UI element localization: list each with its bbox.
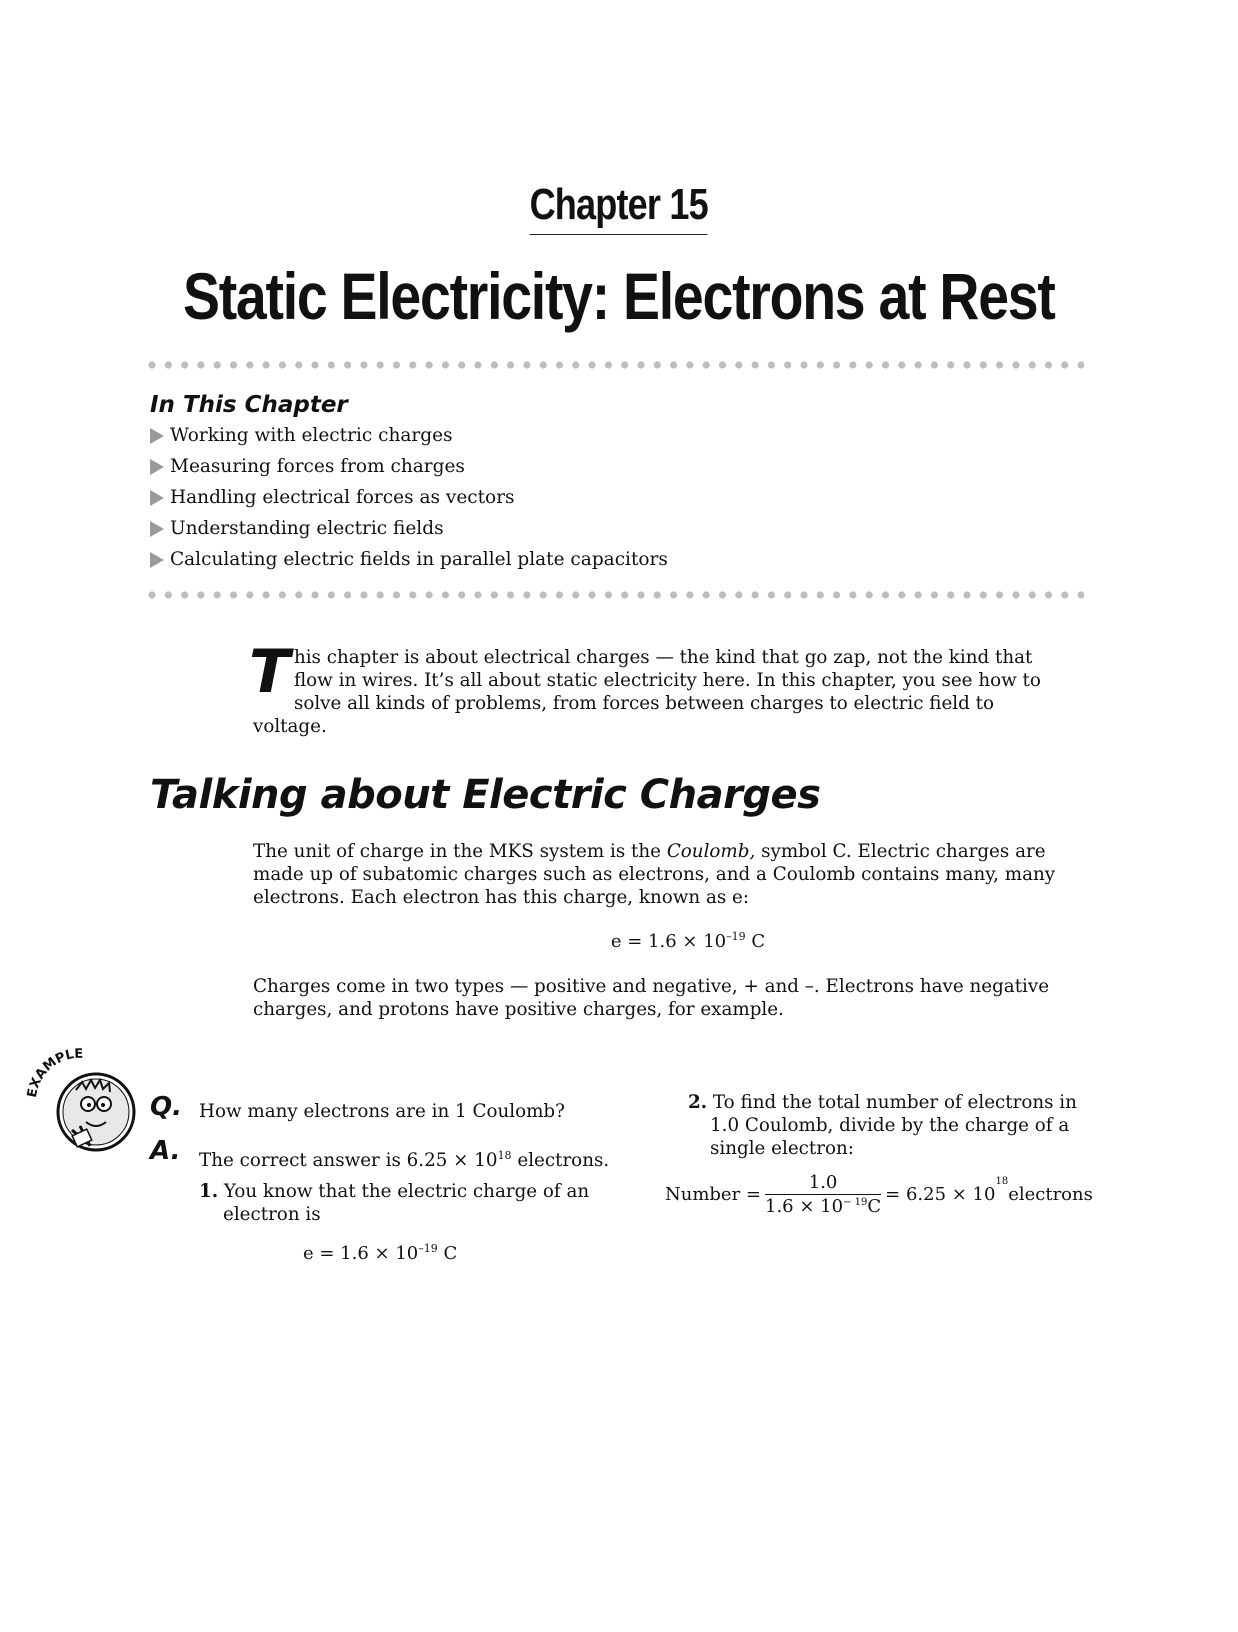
divider-dot [1078,361,1085,368]
section-heading: Talking about Electric Charges [150,772,821,818]
divider-dot [963,361,970,368]
divider-dot [458,591,465,598]
step-2-equation: Number = $\frac{1.0}{1.6 \times 10^{- 19}C}$ = 6.25 × 10 $^{18}$ electrons [665,1172,1093,1217]
divider-dot [328,361,335,368]
divider-dot [311,591,318,598]
divider-dot [915,361,922,368]
divider-dot [882,591,889,598]
divider-dot [1029,591,1036,598]
divider-dot [670,591,677,598]
divider-dot [442,361,449,368]
divider-dot [980,591,987,598]
divider-dot [458,361,465,368]
divider-dot [866,361,873,368]
divider-dot [1061,361,1068,368]
divider-dot [621,361,628,368]
divider-dot [377,361,384,368]
divider-dot [523,591,530,598]
divider-dot [377,591,384,598]
divider-dot [866,591,873,598]
body-paragraph: Charges come in two types — positive and negative, + and –. Electrons have negative charges, and protons have positive charges, for example. [253,976,1050,1020]
divider-dot [230,591,237,598]
fraction: $\frac{1.0}{1.6 \times 10^{- 19}C}$ [765,1172,882,1217]
divider-dot [556,591,563,598]
divider-dot [817,591,824,598]
divider-dot [572,361,579,368]
example-icon [14,1046,144,1156]
list-item: Measuring forces from charges [150,455,668,486]
divider-dot [931,361,938,368]
divider-dot [637,361,644,368]
divider-dot [295,361,302,368]
example-icon-label: EXAMPLE [24,1046,84,1099]
divider-dot [1045,591,1052,598]
divider-dot [263,591,270,598]
divider-dot [491,361,498,368]
divider-dot [735,361,742,368]
divider-dot [800,361,807,368]
divider-dot [980,361,987,368]
electron-charge-equation: $e = 1.6 \times 10^{-19}$ C [610,930,766,952]
divider-dot [849,591,856,598]
divider-dot [605,591,612,598]
triangle-bullet-icon [150,490,164,506]
list-item: Understanding electric fields [150,517,668,548]
dotted-divider-bottom [148,590,1084,600]
divider-dot [572,591,579,598]
answer-letter: A. [150,1136,181,1166]
divider-dot [214,591,221,598]
divider-dot [523,361,530,368]
triangle-bullet-icon [150,521,164,537]
divider-dot [996,361,1003,368]
divider-dot [295,591,302,598]
divider-dot [214,361,221,368]
triangle-bullet-icon [150,552,164,568]
divider-dot [491,591,498,598]
divider-dot [1045,361,1052,368]
divider-dot [507,591,514,598]
divider-dot [1029,361,1036,368]
chapter-title [0,258,1238,334]
divider-dot [817,361,824,368]
divider-dot [328,591,335,598]
list-item: Working with electric charges [150,424,668,455]
divider-dot [947,361,954,368]
divider-dot [165,361,172,368]
divider-dot [540,591,547,598]
drop-cap: T [249,637,290,707]
divider-dot [915,591,922,598]
divider-dot [360,361,367,368]
divider-dot [621,591,628,598]
divider-dot [703,591,710,598]
divider-dot [719,361,726,368]
divider-dot [474,361,481,368]
divider-dot [752,591,759,598]
divider-dot [360,591,367,598]
triangle-bullet-icon [150,428,164,444]
divider-dot [947,591,954,598]
answer-text: The correct answer is $6.25 \times 10^{18}$ electrons. [199,1149,610,1172]
divider-dot [426,591,433,598]
divider-dot [898,591,905,598]
chapter-number-label: Chapter 15 [530,180,708,235]
divider-dot [426,361,433,368]
divider-dot [181,361,188,368]
divider-dot [393,591,400,598]
divider-dot [784,591,791,598]
divider-dot [768,361,775,368]
divider-dot [996,591,1003,598]
divider-dot [752,361,759,368]
divider-dot [800,591,807,598]
divider-dot [344,361,351,368]
divider-dot [686,361,693,368]
chapter-title-text: Static Electricity: Electrons at Rest [183,259,1055,333]
divider-dot [556,361,563,368]
divider-dot [230,361,237,368]
dots-svg [148,360,1084,370]
divider-dot [197,361,204,368]
divider-dot [703,361,710,368]
divider-dot [719,591,726,598]
intro-text: his chapter is about electrical charges — the kind that go zap, not the kind that flow in wires. It’s all about static electricity here. In this chapter, you see how to solve all kinds of problems, from forces between charges to electric field to voltage. [253,647,1041,737]
divider-dot [898,361,905,368]
divider-dot [311,361,318,368]
divider-dot [474,591,481,598]
divider-dot [181,591,188,598]
divider-dot [784,361,791,368]
divider-dot [1078,591,1085,598]
coulomb-term: Coulomb, [666,841,756,862]
divider-dot [589,361,596,368]
divider-dot [1012,361,1019,368]
divider-dot [344,591,351,598]
dots-svg [148,590,1084,600]
divider-dot [148,361,155,368]
divider-dot [279,591,286,598]
triangle-bullet-icon [150,459,164,475]
divider-dot [686,591,693,598]
divider-dot [768,591,775,598]
question-text: How many electrons are in 1 Coulomb? [199,1101,565,1122]
divider-dot [1061,591,1068,598]
divider-dot [263,361,270,368]
divider-dot [507,361,514,368]
divider-dot [246,591,253,598]
divider-dot [1012,591,1019,598]
divider-dot [540,361,547,368]
step-1-equation: $e = 1.6 \times 10^{-19}$ C [303,1242,458,1264]
divider-dot [246,361,253,368]
list-item: Handling electrical forces as vectors [150,486,668,517]
divider-dot [882,361,889,368]
divider-dot [279,361,286,368]
body-paragraph: The unit of charge in the MKS system is the Coulomb, symbol C. Electric charges are made up of subatomic charges such as electrons, and a Coulomb contains many, many electrons. Each electron has this charge, known as e: [253,841,1056,908]
divider-dot [833,361,840,368]
divider-dot [589,591,596,598]
divider-dot [605,361,612,368]
divider-dot [833,591,840,598]
divider-dot [409,591,416,598]
divider-dot [148,591,155,598]
list-item: Calculating electric fields in parallel plate capacitors [150,548,668,579]
intro-paragraph [249,637,1067,738]
step-2: 2. To find the total number of electrons in 1.0 Coulomb, divide by the charge of a single electron: [688,1092,1077,1159]
divider-dot [849,361,856,368]
divider-dot [735,591,742,598]
divider-dot [931,591,938,598]
chapter-number [0,180,1238,235]
divider-dot [393,361,400,368]
question-letter: Q. [150,1092,182,1122]
divider-dot [654,361,661,368]
dotted-divider-top [148,360,1084,370]
divider-dot [963,591,970,598]
divider-dot [165,591,172,598]
in-this-chapter-heading: In This Chapter [150,392,348,418]
step-1: 1. You know that the electric charge of an electron is [199,1181,590,1225]
in-this-chapter-list [150,424,668,579]
divider-dot [197,591,204,598]
divider-dot [654,591,661,598]
divider-dot [637,591,644,598]
divider-dot [442,591,449,598]
divider-dot [670,361,677,368]
divider-dot [409,361,416,368]
